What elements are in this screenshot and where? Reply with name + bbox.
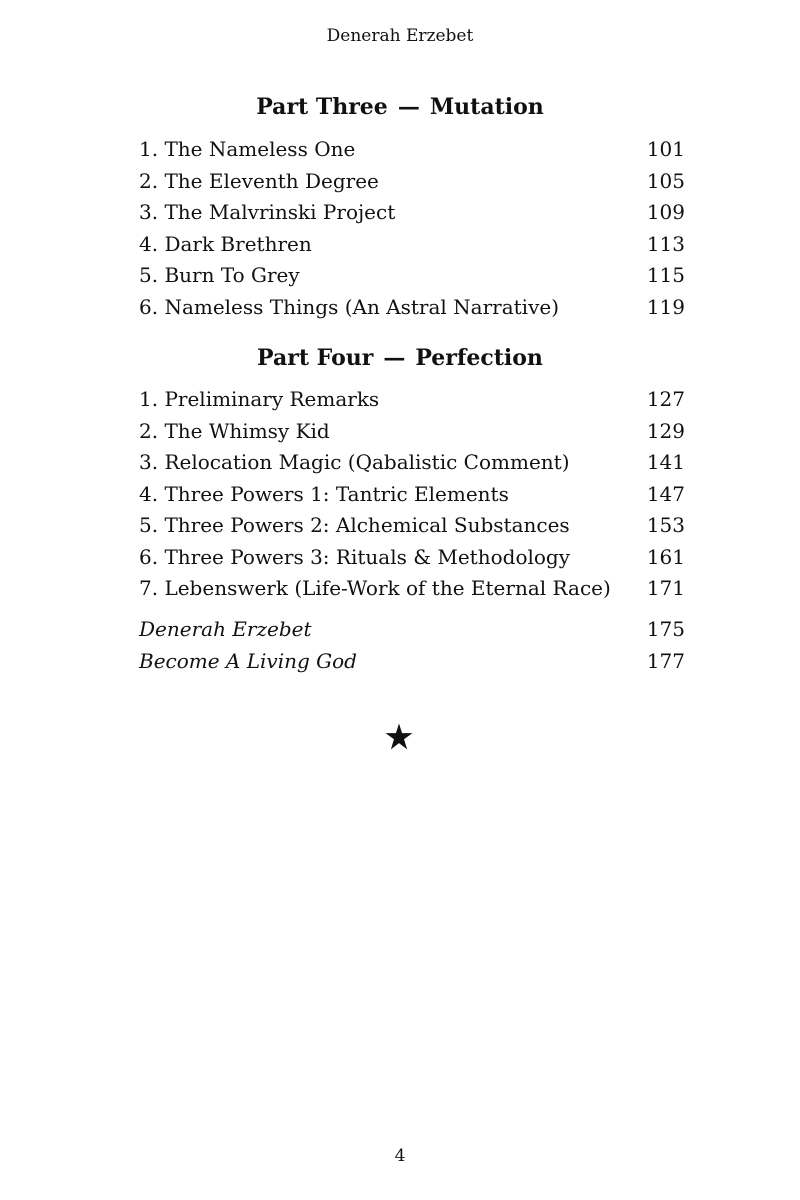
entry-title: 6. Nameless Things (An Astral Narrative) (139, 294, 560, 319)
toc-entry (139, 614, 685, 646)
entry-title: 1. The Nameless One (139, 137, 356, 161)
entry-page: 115 (646, 263, 685, 287)
toc-entry (139, 384, 685, 416)
part-dash: — (383, 345, 406, 371)
entry-title: 1. Preliminary Remarks (139, 387, 380, 411)
entry-title: 2. The Eleventh Degree (139, 168, 379, 193)
running-head: Denerah Erzebet (326, 26, 474, 46)
entry-page: 147 (646, 481, 685, 506)
entry-title: Become A Living God (139, 648, 357, 673)
toc-entry (139, 646, 685, 678)
back-matter-entries (139, 614, 685, 677)
part-name: Mutation (429, 94, 544, 120)
toc-entry (139, 479, 685, 511)
toc-entry (139, 197, 685, 229)
toc-entry (139, 510, 685, 542)
entry-title: Denerah Erzebet (139, 617, 312, 641)
entry-page: 129 (646, 418, 685, 443)
entry-title: 4. Three Powers 1: Tantric Elements (139, 481, 509, 506)
toc-entry (139, 447, 685, 479)
part-dash: — (397, 94, 420, 120)
entry-page: 119 (646, 294, 685, 319)
toc-entry (139, 260, 685, 292)
entry-page: 171 (646, 576, 685, 600)
part-label: Part Four (257, 345, 374, 371)
entry-page: 127 (646, 387, 685, 411)
entry-title: 3. Relocation Magic (Qabalistic Comment) (139, 450, 570, 474)
entry-page: 175 (646, 617, 685, 641)
toc-entry (139, 292, 685, 324)
page-number: 4 (394, 1146, 406, 1166)
toc-entry (139, 573, 685, 605)
toc-entry (139, 166, 685, 198)
entry-page: 109 (646, 200, 685, 224)
toc-entry (139, 416, 685, 448)
entry-title: 5. Three Powers 2: Alchemical Substances (139, 513, 570, 537)
entry-page: 177 (646, 648, 685, 673)
entry-title: 3. The Malvrinski Project (139, 200, 396, 224)
entry-page: 101 (646, 137, 685, 161)
toc-entry (139, 542, 685, 574)
entry-page: 161 (646, 544, 685, 569)
part-three-entries (139, 134, 685, 323)
entry-title: 6. Three Powers 3: Rituals & Methodology (139, 544, 571, 569)
star-icon (385, 723, 413, 751)
part-name: Perfection (415, 345, 543, 371)
part-three-heading (0, 94, 800, 120)
entry-title: 7. Lebenswerk (Life-Work of the Eternal Race) (139, 576, 611, 600)
part-four-entries (139, 384, 685, 605)
entry-title: 5. Burn To Grey (139, 263, 300, 287)
toc-entry (139, 229, 685, 261)
toc-entry (139, 134, 685, 166)
part-label: Part Three (256, 94, 388, 120)
entry-title: 4. Dark Brethren (139, 231, 312, 256)
entry-page: 141 (646, 450, 685, 474)
entry-title: 2. The Whimsy Kid (139, 418, 330, 443)
entry-page: 105 (646, 168, 685, 193)
entry-page: 153 (646, 513, 685, 537)
entry-page: 113 (646, 231, 685, 256)
part-four-heading (0, 345, 800, 371)
